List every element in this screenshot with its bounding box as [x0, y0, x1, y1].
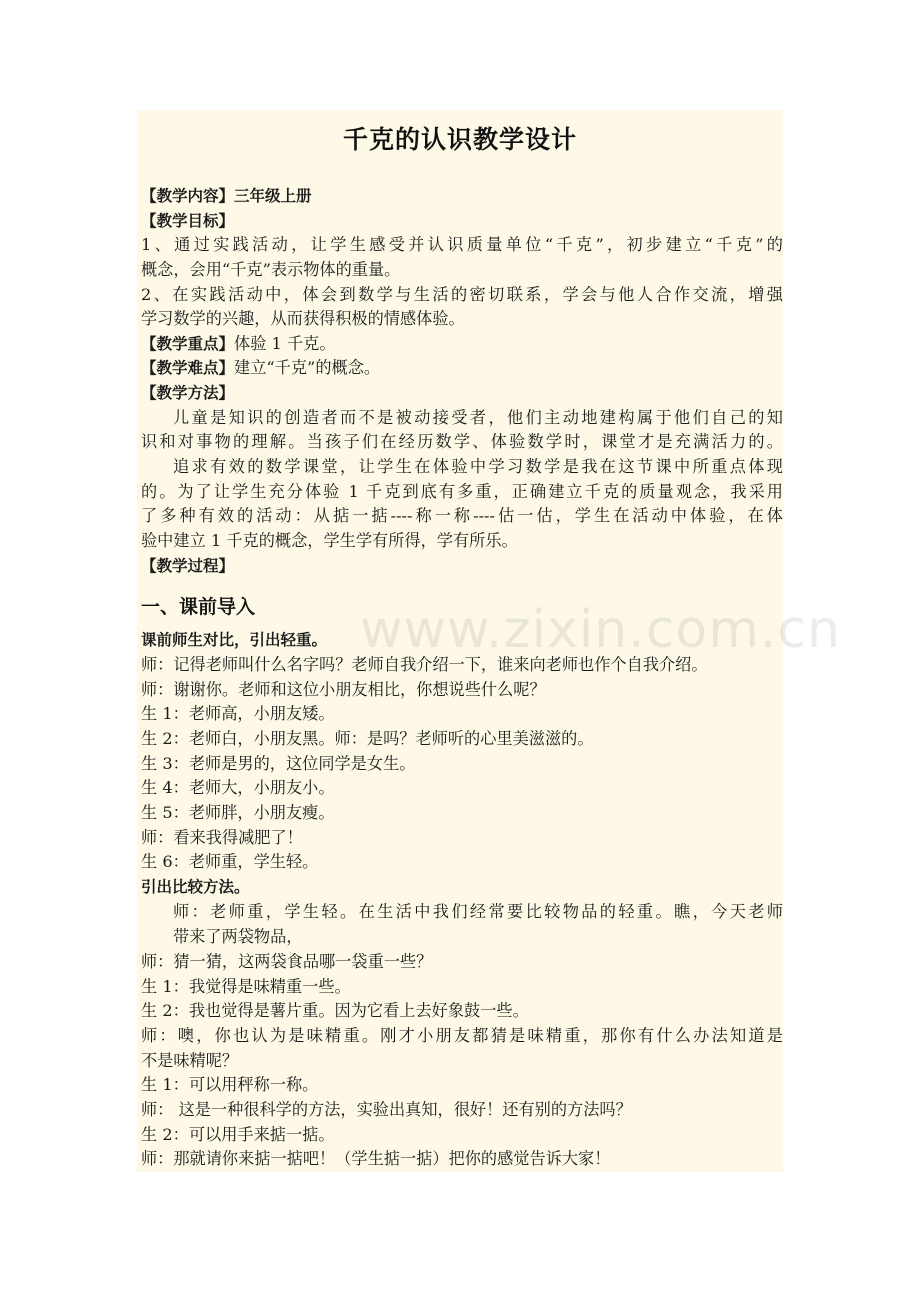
subheading-2: 引出比较方法。 — [141, 878, 250, 896]
dialog-line: 生 2：可以用手来掂一掂。 — [141, 1125, 335, 1144]
dialog-line: 生 4：老师大，小朋友小。 — [141, 778, 335, 797]
method-label: 【教学方法】 — [141, 384, 235, 402]
key-point-text: 体验 1 千克。 — [234, 334, 336, 353]
dialog-line: 师：那就请你来掂一掂吧！（学生掂一掂）把你的感觉告诉大家！ — [141, 1149, 611, 1168]
dialog-line: 不是味精呢？ — [141, 1051, 239, 1070]
goal-1-line-2: 概念，会用“千克”表示物体的重量。 — [141, 260, 401, 279]
section-heading-1: 一、课前导入 — [141, 596, 256, 618]
dialog-line: 师：猜一猜，这两袋食品哪一袋重一些？ — [141, 952, 433, 971]
dialog-line: 带来了两袋物品， — [173, 927, 303, 946]
process-label: 【教学过程】 — [141, 557, 235, 575]
dialog-line: 师：看来我得减肥了！ — [141, 828, 303, 847]
method-p2-line-3: 了多种有效的活动：从掂一掂----称一称----估一估，学生在活动中体验，在体 — [141, 506, 783, 525]
key-point-line — [141, 332, 783, 357]
difficulty-line — [141, 356, 783, 381]
goal-2-line-1: 2、在实践活动中，体会到数学与生活的密切联系，学会与他人合作交流，增强 — [141, 285, 783, 304]
method-p2-line-2: 的。为了让学生充分体验 1 千克到底有多重，正确建立千克的质量观念，我采用 — [141, 482, 783, 501]
subheading-1: 课前师生对比，引出轻重。 — [141, 631, 328, 649]
difficulty-text: 建立“千克”的概念。 — [234, 358, 381, 377]
method-p2-line-1: 追求有效的数学课堂，让学生在体验中学习数学是我在这节课中所重点体现 — [173, 457, 783, 476]
difficulty-label: 【教学难点】 — [141, 359, 235, 377]
dialog-line: 生 1：老师高，小朋友矮。 — [141, 704, 335, 723]
dialog-line: 师：噢，你也认为是味精重。刚才小朋友都猜是味精重，那你有什么办法知道是 — [141, 1026, 783, 1045]
dialog-line: 生 3：老师是男的，这位同学是女生。 — [141, 754, 416, 773]
goal-1-line-1: 1、通过实践活动，让学生感受并认识质量单位“千克”，初步建立“千克”的 — [141, 235, 783, 254]
dialog-line: 师：谢谢你。老师和这位小朋友相比，你想说些什么呢？ — [141, 680, 546, 699]
content-label: 【教学内容】三年级上册 — [141, 187, 312, 205]
dialog-line: 师：记得老师叫什么名字吗？老师自我介绍一下，谁来向老师也作个自我介绍。 — [141, 655, 708, 674]
goal-2-line-2: 学习数学的兴趣，从而获得积极的情感体验。 — [141, 309, 465, 328]
dialog-line: 生 2：我也觉得是薯片重。因为它看上去好象鼓一些。 — [141, 1001, 529, 1020]
key-point-label: 【教学重点】 — [141, 335, 235, 353]
document-page — [137, 110, 783, 1172]
dialog-line: 生 1：可以用秤称一称。 — [141, 1075, 319, 1094]
dialog-line: 生 1：我觉得是味精重一些。 — [141, 977, 351, 996]
method-p2-line-4: 验中建立 1 千克的概念，学生学有所得，学有所乐。 — [141, 531, 518, 550]
dialog-line: 师：老师重，学生轻。在生活中我们经常要比较物品的轻重。瞧，今天老师 — [173, 902, 783, 921]
dialog-line: 生 2：老师白，小朋友黑。师：是吗？老师听的心里美滋滋的。 — [141, 729, 594, 748]
goal-label: 【教学目标】 — [141, 212, 235, 230]
method-p1-line-2: 识和对事物的理解。当孩子们在经历数学、体验数学时，课堂才是充满活力的。 — [141, 432, 783, 451]
document-title: 千克的认识教学设计 — [342, 125, 577, 154]
dialog-line: 师： 这是一种很科学的方法，实验出真知，很好！还有别的方法吗？ — [141, 1100, 632, 1119]
dialog-line: 生 6：老师重，学生轻。 — [141, 852, 319, 871]
dialog-line: 生 5：老师胖，小朋友瘦。 — [141, 803, 335, 822]
method-p1-line-1: 儿童是知识的创造者而不是被动接受者，他们主动地建构属于他们自己的知 — [173, 408, 783, 427]
